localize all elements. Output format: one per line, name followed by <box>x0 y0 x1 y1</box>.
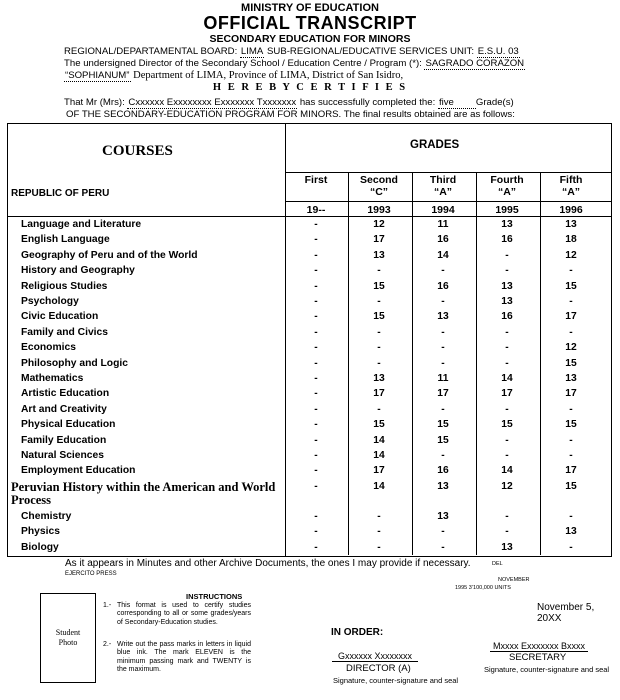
grade-cell: - <box>314 465 318 477</box>
grade-count: five <box>438 97 476 109</box>
secretary-name: Mxxxx Exxxxxxx Bxxxx <box>490 641 588 652</box>
grade-cell: 17 <box>565 465 577 477</box>
grade-cell: 13 <box>501 296 513 307</box>
grade-cell: 17 <box>373 465 385 477</box>
course-name: Art and Creativity <box>21 403 107 415</box>
table-row <box>8 449 611 464</box>
grade-column-name: Fifth <box>559 174 583 186</box>
grade-cell: - <box>505 342 509 354</box>
instruction-item <box>103 641 251 675</box>
grade-cell: - <box>441 403 445 415</box>
grade-cell: - <box>441 326 445 338</box>
grade-cell: - <box>314 480 318 492</box>
grade-cell: - <box>314 373 318 384</box>
grade-cell: - <box>441 357 445 369</box>
table-row <box>8 541 611 556</box>
course-name: Family Education <box>21 434 107 446</box>
grade-cell: - <box>377 342 381 354</box>
grade-column-divider <box>540 172 541 555</box>
grade-cell: 13 <box>565 373 577 384</box>
location-line <box>64 70 569 82</box>
course-name: Biology <box>21 541 59 553</box>
grade-cell: - <box>569 450 573 461</box>
student-line <box>64 97 569 109</box>
course-name: Civic Education <box>21 311 99 323</box>
grade-cell: - <box>314 419 318 431</box>
grade-cell: 18 <box>565 234 577 246</box>
grade-cell: - <box>569 326 573 338</box>
grade-cell: - <box>505 249 509 261</box>
grade-cell: - <box>505 357 509 369</box>
grade-cell: - <box>441 541 445 553</box>
student-name: Cxxxxxx Exxxxxxxx Exxxxxxx Txxxxxxx <box>128 97 297 108</box>
grade-cell: 13 <box>501 219 513 230</box>
completed-text: has successfully completed the: <box>297 97 438 108</box>
course-name: English Language <box>21 234 110 246</box>
courses-header: COURSES <box>102 143 173 159</box>
grade-cell: 15 <box>565 419 577 431</box>
grade-cell: 13 <box>501 541 513 553</box>
grade-column-section: “A” <box>497 186 517 198</box>
press-label: EJERCITO PRESS <box>65 571 117 577</box>
grade-cell: - <box>377 357 381 369</box>
grade-cell: 13 <box>565 219 577 230</box>
course-name: Chemistry <box>21 510 72 522</box>
grade-cell: - <box>377 296 381 307</box>
grade-cell: 15 <box>437 434 449 446</box>
grade-cell: - <box>505 265 509 277</box>
secretary-title: SECRETARY <box>509 652 567 663</box>
table-row <box>8 372 611 387</box>
table-row <box>8 418 611 433</box>
table-row <box>8 480 611 510</box>
grade-cell: 15 <box>565 480 577 492</box>
course-name: Mathematics <box>21 373 84 384</box>
grade-cell: - <box>314 280 318 292</box>
grade-cell: - <box>441 265 445 277</box>
grade-cell: - <box>314 450 318 461</box>
grade-column-header <box>412 174 474 198</box>
grade-cell: 17 <box>437 388 449 400</box>
grade-cell: 14 <box>437 249 449 261</box>
grade-suffix: Grade(s) <box>475 97 514 108</box>
table-row <box>8 387 611 402</box>
course-name: Geography of Peru and of the World <box>21 249 198 261</box>
grade-cell: 11 <box>437 219 449 230</box>
grade-cell: 12 <box>565 249 577 261</box>
table-row <box>8 310 611 325</box>
grade-cell: 15 <box>437 419 449 431</box>
grade-cell: 15 <box>373 419 385 431</box>
grade-cell: - <box>505 403 509 415</box>
grade-cell: 16 <box>501 234 513 246</box>
grade-column-year: 1995 <box>495 204 519 216</box>
grade-cell: - <box>314 388 318 400</box>
grade-column-year: 1994 <box>431 204 455 216</box>
grade-cell: - <box>314 434 318 446</box>
grade-cell: - <box>569 296 573 307</box>
grade-cell: 13 <box>501 280 513 292</box>
course-name: Physics <box>21 526 60 538</box>
grade-cell: 14 <box>501 373 513 384</box>
course-name: Artistic Education <box>21 388 110 400</box>
course-name: Employment Education <box>21 465 136 477</box>
grade-column-name: Fourth <box>490 174 524 186</box>
photo-label: Student Photo <box>55 628 81 647</box>
instruction-number: 1.- <box>103 602 112 609</box>
grade-cell: 14 <box>373 450 385 461</box>
grade-cell: 13 <box>437 510 449 522</box>
grade-column-divider <box>348 172 349 555</box>
grade-cell: 15 <box>565 280 577 292</box>
board-line <box>64 46 569 58</box>
archive-statement: As it appears in Minutes and other Archive Documents, the ones I may provide if necessary. <box>65 558 471 569</box>
grade-cell: - <box>377 541 381 553</box>
grade-cell: - <box>314 526 318 538</box>
grade-cell: - <box>314 541 318 553</box>
instruction-number: 2.- <box>103 641 112 648</box>
grade-column-header <box>348 174 410 198</box>
country-label: REPUBLIC OF PERU <box>11 188 110 199</box>
grade-column-section: “A” <box>561 186 581 198</box>
grade-column-section <box>285 186 347 198</box>
grade-cell: - <box>314 342 318 354</box>
board-value: LIMA <box>240 46 264 57</box>
grade-cell: 13 <box>373 249 385 261</box>
location-text: Department of LIMA, Province of LIMA, District of San Isidro, <box>130 70 404 81</box>
director-title: DIRECTOR (A) <box>346 663 411 674</box>
grade-cell: - <box>377 526 381 538</box>
course-name: Peruvian History within the American and World Process <box>11 479 276 507</box>
unit-label: SUB-REGIONAL/EDUCATIVE SERVICES UNIT: <box>264 46 477 57</box>
grade-cell: 17 <box>565 311 577 323</box>
grade-cell: - <box>314 234 318 246</box>
grade-cell: - <box>505 434 509 446</box>
grade-cell: 14 <box>373 480 385 492</box>
grade-column-divider <box>412 172 413 555</box>
course-name: Psychology <box>21 296 79 307</box>
grade-cell: - <box>314 311 318 323</box>
grade-column-year: 1996 <box>559 204 583 216</box>
table-row <box>8 525 611 540</box>
table-row <box>8 280 611 295</box>
grade-cell: 17 <box>501 388 513 400</box>
grade-cell: 17 <box>565 388 577 400</box>
table-row <box>8 218 611 233</box>
grade-cell: - <box>314 249 318 261</box>
grades-header-rule <box>285 172 611 173</box>
school-name: SAGRADO CORAZON <box>425 58 525 69</box>
table-row <box>8 264 611 279</box>
grade-cell: 12 <box>565 342 577 354</box>
instruction-item <box>103 602 251 627</box>
grade-cell: - <box>505 326 509 338</box>
grade-column-name: Second <box>360 174 398 186</box>
grade-cell: 17 <box>373 388 385 400</box>
grade-column-divider <box>476 172 477 555</box>
grade-cell: - <box>569 403 573 415</box>
course-name: Economics <box>21 342 76 354</box>
grade-cell: - <box>314 265 318 277</box>
grade-cell: 13 <box>373 373 385 384</box>
grade-column-name: First <box>304 174 328 186</box>
table-row <box>8 233 611 248</box>
grade-column-name: Third <box>429 174 457 186</box>
grade-cell: - <box>377 510 381 522</box>
student-photo-box <box>40 593 96 683</box>
certifies-heading: H E R E B Y C E R T I F I E S <box>212 82 408 93</box>
grade-cell: - <box>505 526 509 538</box>
grade-cell: - <box>314 219 318 230</box>
director-label: The undersigned Director of the Secondary School / Education Centre / Program (*): <box>64 58 425 69</box>
grade-cell: - <box>314 326 318 338</box>
year-bottom-rule <box>8 216 611 217</box>
grade-cell: - <box>441 342 445 354</box>
grade-column-header <box>285 174 347 198</box>
grade-column-year: 19-- <box>306 204 326 216</box>
student-label: That Mr (Mrs): <box>64 97 128 108</box>
grade-cell: - <box>314 510 318 522</box>
grade-column-header <box>540 174 602 198</box>
grade-cell: 13 <box>437 480 449 492</box>
grade-cell: 15 <box>501 419 513 431</box>
year-top-rule <box>285 201 611 202</box>
program-line: OF THE SECONDARY-EDUCATION PROGRAM FOR MINORS. The final results obtained are as follows: <box>66 109 515 120</box>
grade-cell: 16 <box>437 465 449 477</box>
grade-cell: - <box>441 450 445 461</box>
grade-cell: 12 <box>501 480 513 492</box>
units-label: 1995 3’100,000 UNITS <box>455 585 511 591</box>
unit-value: E.S.U. 03 <box>477 46 519 57</box>
document-title: OFFICIAL TRANSCRIPT <box>203 13 417 33</box>
grade-column-section: “C” <box>369 186 389 198</box>
grade-cell: - <box>441 296 445 307</box>
grade-cell: 16 <box>437 234 449 246</box>
course-name: Language and Literature <box>21 219 142 230</box>
grade-cell: - <box>505 510 509 522</box>
grade-cell: - <box>314 403 318 415</box>
grade-cell: 16 <box>437 280 449 292</box>
course-name: Religious Studies <box>21 280 108 292</box>
course-name: Physical Education <box>21 419 116 431</box>
director-name: Gxxxxxx Xxxxxxxx <box>332 651 418 662</box>
grades-table <box>7 123 612 557</box>
director-signature-label: Signature, counter-signature and seal <box>333 676 459 685</box>
instruction-text: Write out the pass marks in letters in liquid blue ink. The mark ELEVEN is the minimum passing mark and TWENTY is the maximum. <box>117 641 251 674</box>
grade-cell: 17 <box>373 234 385 246</box>
grade-cell: - <box>441 526 445 538</box>
grade-cell: - <box>569 541 573 553</box>
issue-date: November 5, 20XX <box>537 602 595 624</box>
grade-cell: - <box>569 434 573 446</box>
course-name: Family and Civics <box>21 326 108 338</box>
november-label: NOVEMBER <box>498 577 530 583</box>
grade-cell: - <box>505 450 509 461</box>
table-row <box>8 434 611 449</box>
grade-column-section: “A” <box>433 186 453 198</box>
grade-cell: - <box>569 265 573 277</box>
table-row <box>8 249 611 264</box>
grade-cell: - <box>569 510 573 522</box>
grade-column-header <box>476 174 538 198</box>
grade-cell: 15 <box>373 280 385 292</box>
board-label: REGIONAL/DEPARTAMENTAL BOARD: <box>64 46 240 57</box>
ministry-heading: MINISTRY OF EDUCATION <box>241 2 379 14</box>
grade-cell: 16 <box>501 311 513 323</box>
grade-cell: 13 <box>565 526 577 538</box>
grade-cell: - <box>377 326 381 338</box>
grade-cell: 14 <box>501 465 513 477</box>
table-row <box>8 403 611 418</box>
table-row <box>8 357 611 372</box>
table-row <box>8 341 611 356</box>
grade-cell: - <box>377 403 381 415</box>
course-name: History and Geography <box>21 265 135 277</box>
table-row <box>8 464 611 479</box>
table-row <box>8 326 611 341</box>
grade-cell: 12 <box>373 219 385 230</box>
course-name: Philosophy and Logic <box>21 357 128 369</box>
grade-cell: - <box>314 357 318 369</box>
grade-cell: 11 <box>437 373 449 384</box>
del-label: DEL <box>492 561 503 567</box>
instructions-title: INSTRUCTIONS <box>186 592 243 601</box>
school-name-cont: “SOPHIANUM” <box>65 70 130 81</box>
grade-cell: - <box>377 265 381 277</box>
grade-cell: 14 <box>373 434 385 446</box>
grade-cell: 13 <box>437 311 449 323</box>
table-row <box>8 510 611 525</box>
director-line <box>64 58 569 70</box>
secretary-signature-label: Signature, counter-signature and seal <box>484 665 610 674</box>
grades-header: GRADES <box>410 139 460 151</box>
course-name: Natural Sciences <box>21 450 104 461</box>
grade-cell: 15 <box>373 311 385 323</box>
grade-cell: 15 <box>565 357 577 369</box>
in-order-label: IN ORDER: <box>331 627 384 638</box>
table-row <box>8 295 611 310</box>
instruction-text: This format is used to certify studies corresponding to all or some grades/years of Secondary-Education studies. <box>117 602 251 626</box>
document-subtitle: SECONDARY EDUCATION FOR MINORS <box>209 33 411 45</box>
grade-cell: - <box>314 296 318 307</box>
grade-column-year: 1993 <box>367 204 391 216</box>
